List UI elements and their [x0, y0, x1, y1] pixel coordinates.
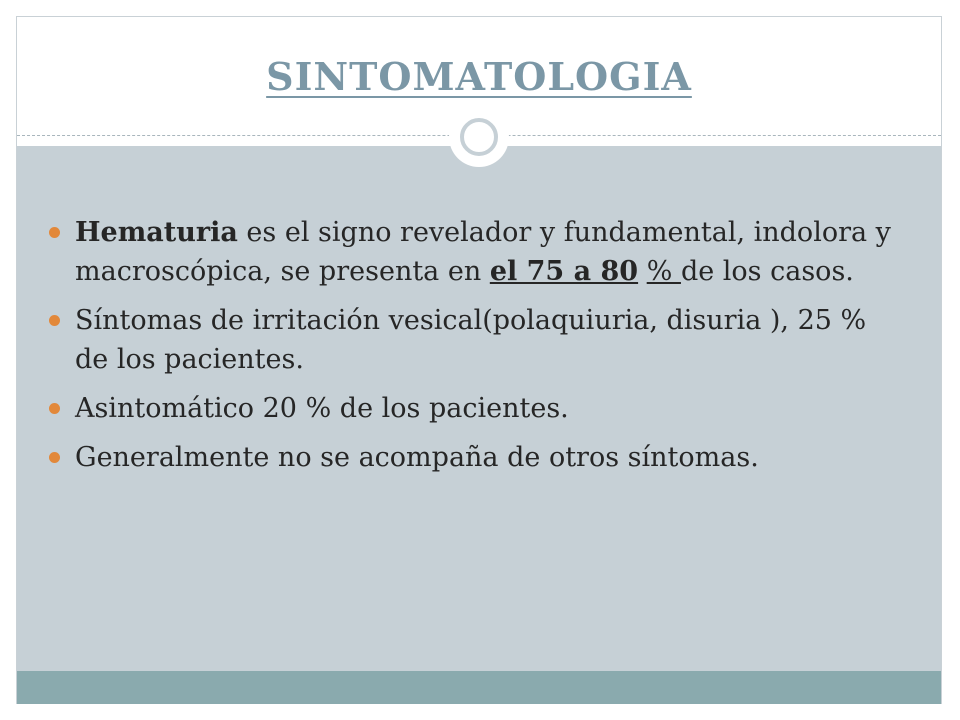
slide-frame [16, 16, 942, 704]
bullet-dot-icon [49, 452, 60, 463]
bullet-underlined: % [646, 256, 681, 287]
bullet-item-asintomatico [45, 389, 905, 428]
bullet-item-irritacion [45, 301, 905, 379]
bullet-bold-lead: Hematuria [75, 217, 238, 248]
bullet-text: Síntomas de irritación vesical(polaquiuria, disuria ), 25 % de los pacientes. [75, 305, 867, 375]
slide-title: SINTOMATOLOGIA [266, 53, 692, 99]
bullet-text-a: es el signo revelador y fundamental, indolora y macroscópica, se presenta en [75, 217, 891, 287]
ring-icon [460, 118, 498, 156]
bullet-dot-icon [49, 227, 60, 238]
bullet-text: Asintomático 20 % de los pacientes. [75, 393, 569, 424]
bullet-text: Generalmente no se acompaña de otros síntomas. [75, 442, 759, 473]
bullet-text-c: de los casos. [680, 256, 854, 287]
decorative-circle-icon [449, 107, 509, 167]
bullet-dot-icon [49, 403, 60, 414]
footer-band [17, 671, 941, 704]
bullet-bold-underlined: el 75 a 80 [489, 256, 639, 287]
bullet-item-hematuria [45, 213, 905, 291]
bullet-text-b [638, 256, 647, 287]
bullet-list [45, 213, 905, 487]
bullet-dot-icon [49, 315, 60, 326]
bullet-item-generalmente [45, 438, 905, 477]
